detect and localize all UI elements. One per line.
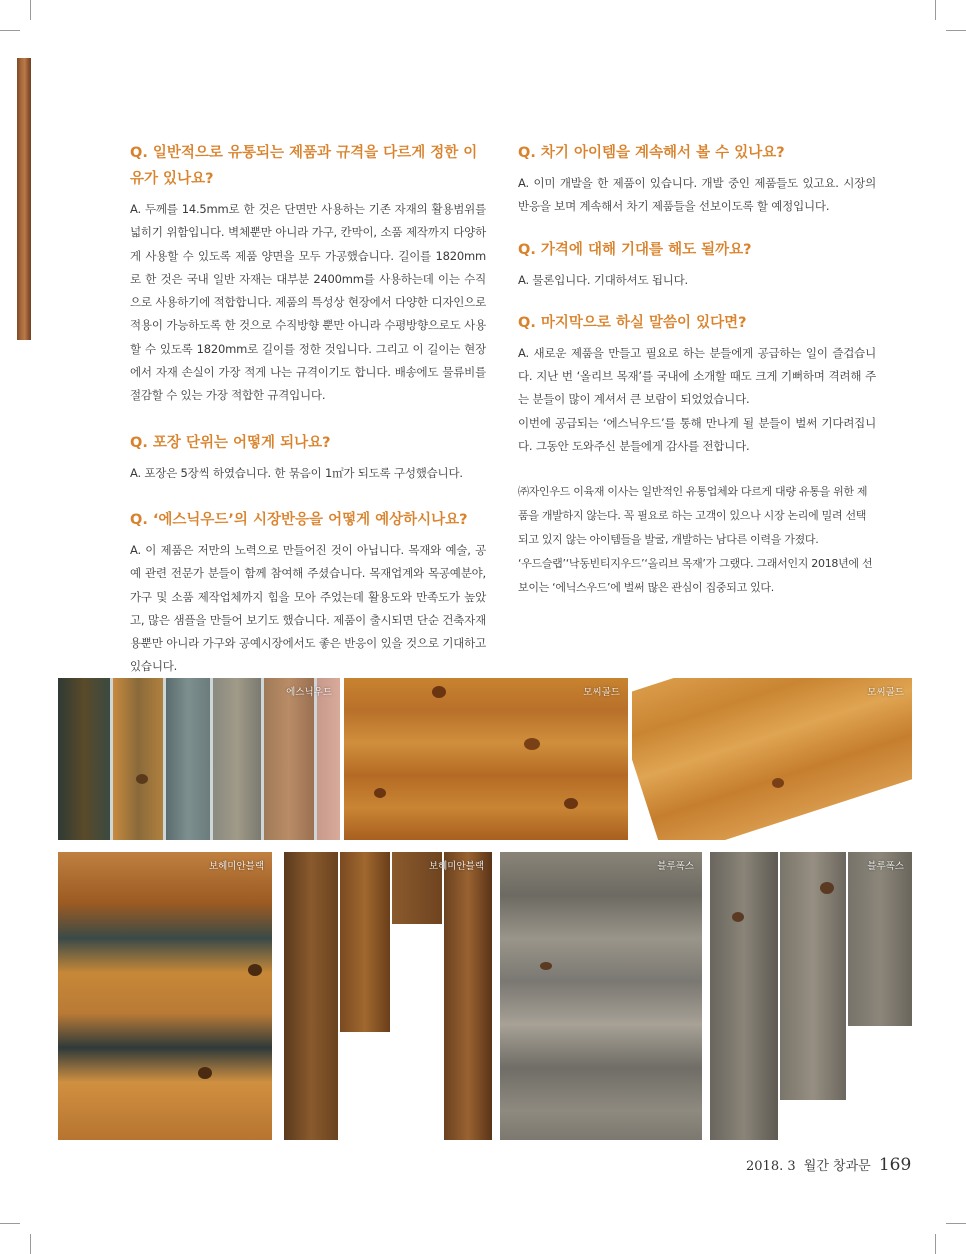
crop-mark: [946, 1223, 966, 1224]
issue-date: 2018. 3: [746, 1159, 796, 1174]
question-heading: Q. 마지막으로 하실 말씀이 있다면?: [518, 314, 747, 331]
answer-text: A. 이 제품은 저만의 노력으로 만들어진 것이 아닙니다. 목재와 예술, 공예 관련 전문가 분들이 함께 참여해 주셨습니다. 목재업계와 목공예분야, 가구 및 소품 제작업체까지 힘을 모아 주었는데 활용도와 만족도가 높았고, 많은 샘플을 만들어 보기도 했습니다. 제품이 출시되면 단순 건축자재용뿐만 아니라 가구와 공예시장에서도 좋은 반응이 있을 것으로 기대하고 있습니다.: [130, 542, 486, 674]
answer-text: A. 포장은 5장씩 하였습니다. 한 묶음이 1㎡가 되도록 구성했습니다.: [130, 465, 463, 480]
answer-text: A. 새로운 제품을 만들고 필요로 하는 분들에게 공급하는 일이 즐겁습니다. 지난 번 ‘올리브 목재’를 국내에 소개할 때도 크게 기뻐하며 격려해 주는 분들이 많이 계셔서 큰 보람이 되었었습니다.: [518, 345, 876, 407]
page-footer: [746, 1155, 911, 1175]
magazine-name: 월간 창과문: [803, 1159, 871, 1174]
photo-label: 블루폭스: [867, 861, 904, 872]
answer-text: A. 이미 개발을 한 제품이 있습니다. 개발 중인 제품들도 있고요. 시장의 반응을 보며 계속해서 차기 제품들을 선보이도록 할 예정입니다.: [518, 176, 876, 214]
crop-mark: [30, 0, 31, 20]
answer-text: 이번에 공급되는 ‘에스닉우드’를 통해 만나게 될 분들이 벌써 기다려집니다. 그동안 도와주신 분들에게 감사를 전합니다.: [518, 415, 876, 454]
answer-text: A. 물론입니다. 기대하셔도 됩니다.: [518, 272, 689, 287]
photo-label: 모씨골드: [583, 687, 620, 698]
photo-label: 블루폭스: [657, 861, 694, 872]
question-heading: Q. 차기 아이템을 계속해서 볼 수 있나요?: [518, 145, 785, 161]
photo-mossy-gold-angled: [632, 678, 912, 840]
photo-mossy-gold: [344, 678, 628, 840]
question-heading: Q. 가격에 대해 기대를 해도 될까요?: [518, 241, 752, 258]
right-column: [518, 140, 876, 600]
question-heading: Q. 일반적으로 유통되는 제품과 규격을 다르게 정한 이유가 있나요?: [130, 145, 478, 187]
photo-blue-fox-planks: [710, 852, 912, 1140]
answer-text: A. 두께를 14.5mm로 한 것은 단면만 사용하는 기존 자재의 활용범위를 넓히기 위함입니다. 벽체뿐만 아니라 가구, 칸막이, 소품 제작까지 다양하게 사용할 수 있도록 제품 양면을 모두 가공했습니다. 길이를 1820mm로 한 것은 국내 일반 자재는 대부분 2400mm를 사용하는데 이는 수직으로 사용하기에 적합합니다. 제품의 특성상 현장에서 다양한 디자인으로 적용이 가능하도록 한 것으로 수직방향 뿐만 아니라 수평방향으로도 사용할 수 있도록 1820mm로 길이를 정한 것입니다. 그리고 이 길이는 현장에서 자재 손실이 가장 적게 나는 규격이기도 합니다. 배송에도 물류비를 절감할 수 있는 가장 적합한 규격입니다.: [130, 202, 486, 403]
crop-mark: [946, 30, 966, 31]
closing-note: ㈜자인우드 이육재 이사는 일반적인 유통업체와 다르게 대량 유통을 위한 제품을 개발하지 않는다. 꼭 필요로 하는 고객이 있으나 시장 논리에 밀려 선택되고 있지 않는 아이템들을 발굴, 개발하는 남다른 이력을 가졌다.: [518, 485, 868, 547]
page-number: 169: [878, 1155, 912, 1175]
left-column: [130, 140, 486, 679]
photo-label: 모씨골드: [867, 687, 904, 698]
photo-blue-fox: [500, 852, 702, 1140]
crop-mark: [0, 1223, 20, 1224]
photo-label: 보헤미안블랙: [208, 861, 264, 872]
decorative-wood-strip: [17, 58, 31, 340]
crop-mark: [30, 1234, 31, 1254]
closing-note: ‘우드슬랩’‘낙동빈티지우드’‘올리브 목재’가 그랬다. 그래서인지 2018년에 선보이는 ‘에닉스우드’에 벌써 많은 관심이 집중되고 있다.: [518, 557, 873, 595]
question-heading: Q. 포장 단위는 어떻게 되나요?: [130, 434, 331, 451]
crop-mark: [935, 0, 936, 20]
crop-mark: [935, 1234, 936, 1254]
photo-label: 에스닉우드: [286, 687, 332, 698]
photo-bohemian-black-planks: [284, 852, 492, 1140]
crop-mark: [0, 30, 20, 31]
question-heading: Q. ‘에스닉우드’의 시장반응을 어떻게 예상하시나요?: [130, 511, 468, 528]
photo-label: 보헤미안블랙: [428, 861, 484, 872]
photo-bohemian-black: [58, 852, 272, 1140]
photo-ethnic-wood: [58, 678, 340, 840]
